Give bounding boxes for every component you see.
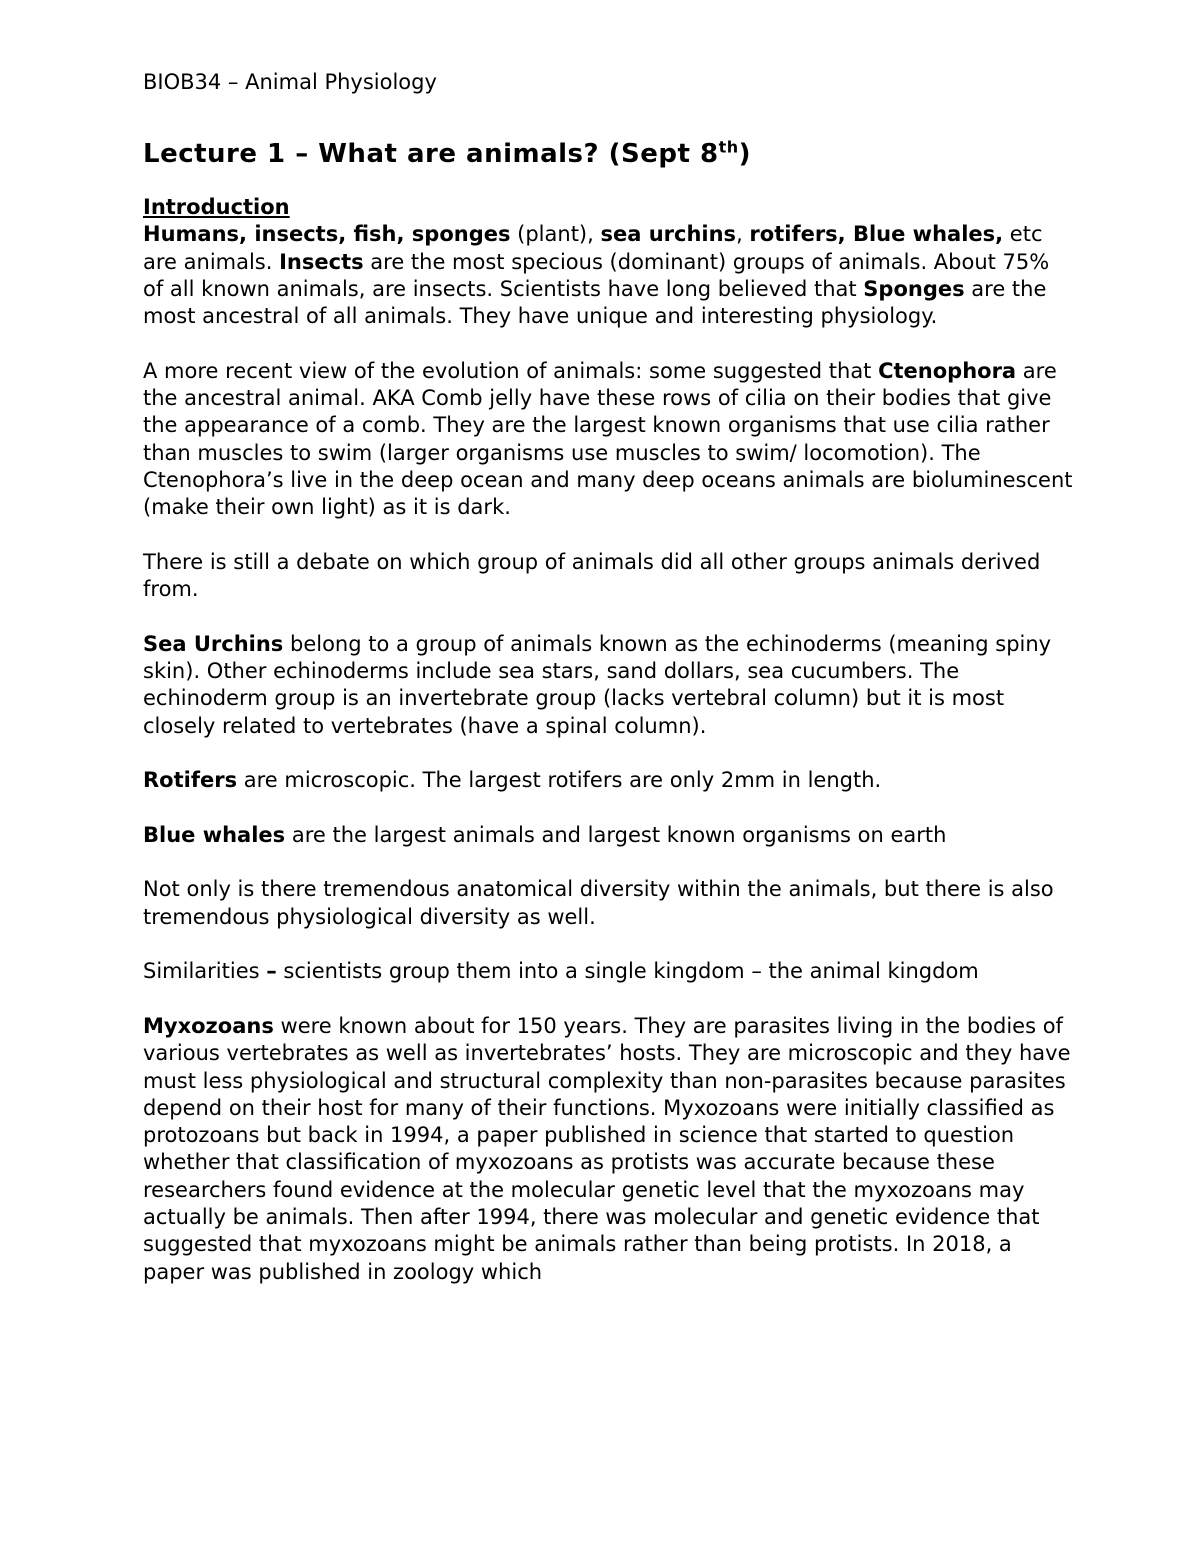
paragraph [143,876,1073,931]
text-run: were known about for 150 years. They are parasites living in the bodies of various vertebrates as well as invertebrates’ hosts. They are microscopic and they have must less physiological and structural complexity than non-parasites because parasites depend on their host for many of their functions. Myxozoans were initially classified as protozoans but back in 1994, a paper published in science that started to question whether that classification of myxozoans as protists was accurate because these researchers found evidence at the molecular genetic level that the myxozoans may actually be animals. Then after 1994, there was molecular and genetic evidence that suggested that myxozoans might be animals rather than being protists. In 2018, a paper was published in zoology which [143,1013,1071,1284]
bold-term: sea urchins [600,222,737,247]
text-run: are the most specious (dominant) groups of animals. About 75% of all known animals, are insects. Scientists have long believed that [143,249,1050,301]
paragraph [143,631,1073,740]
paragraph [143,1013,1073,1286]
paragraph [143,221,1073,330]
lecture-title-superscript: th [718,137,739,157]
text-run: scientists group them into a single kingdom – the animal kingdom [276,959,979,984]
text-run: are microscopic. The largest rotifers are only 2mm in length. [237,768,882,793]
paragraph [143,958,1073,985]
bold-term: Blue whales [143,822,286,847]
bold-term: Sea Urchins [143,631,284,656]
lecture-title-text: Lecture 1 – What are animals? (Sept 8 [143,139,719,169]
bold-term: Humans, insects, fish, sponges [143,222,511,247]
text-run: Not only is there tremendous anatomical diversity within the animals, but there is also tremendous physiological diversity as well. [143,877,1054,929]
course-header: BIOB34 – Animal Physiology [143,70,437,94]
lecture-title-close: ) [738,139,752,169]
paragraph [143,822,1073,849]
bold-term: Insects [279,249,364,274]
text-run: are the largest animals and largest known organisms on earth [285,822,947,847]
text-run: are the ancestral animal. AKA Comb jelly have these rows of cilia on their bodies that give the appearance of a comb. They are the largest known organisms that use cilia rather than muscles to swim (larger organisms use muscles to swim/ locomotion). The Ctenophora’s live in the deep ocean and many deep oceans animals are bioluminescent (make their own light) as it is dark. [143,358,1073,520]
bold-term: Sponges [863,276,965,301]
bold-term: Myxozoans [143,1013,274,1038]
paragraph [143,767,1073,794]
text-run: A more recent view of the evolution of animals: some suggested that [143,358,879,383]
paragraph [143,358,1073,522]
text-run: belong to a group of animals known as the echinoderms (meaning spiny skin). Other echinoderms include sea stars, sand dollars, sea cucumbers. The echinoderm group is an invertebrate group (lacks vertebral column) but it is most closely related to vertebrates (have a spinal column). [143,631,1052,738]
text-run: Similarities [143,959,267,984]
document-page [143,66,1073,1313]
section-heading-introduction: Introduction [143,195,290,219]
bold-term: rotifers, Blue whales, [749,222,1004,247]
text-run: etc are animals. [143,222,1043,274]
lecture-title [143,137,1073,171]
paragraph [143,549,1073,604]
text-run: (plant), [510,222,601,247]
bold-term: – [266,959,277,984]
text-run: , [736,222,750,247]
bold-term: Rotifers [143,768,238,793]
text-run: are the most ancestral of all animals. They have unique and interesting physiology. [143,276,1047,329]
bold-term: Ctenophora [878,358,1017,383]
body-text [143,221,1073,1286]
text-run: There is still a debate on which group of animals did all other groups animals derived from. [143,549,1041,602]
